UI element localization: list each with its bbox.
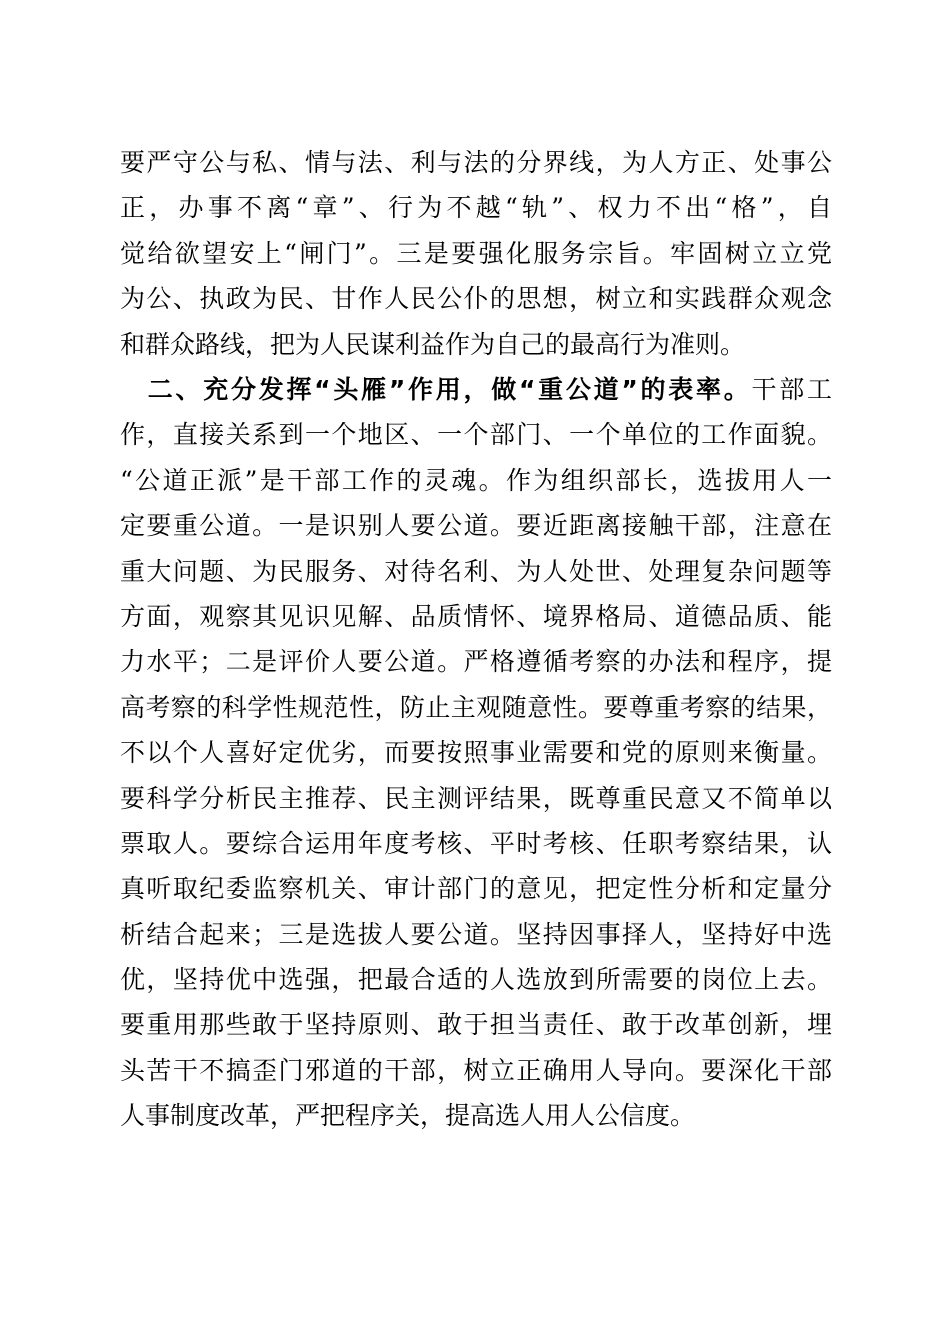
paragraph-1 — [120, 140, 832, 367]
paragraph-line: 要严守公与私、情与法、利与法的分界线，为人方正、处事公 — [120, 148, 832, 177]
paragraph-line: 票取人。要综合运用年度考核、平时考核、任职考察结果，认 — [120, 828, 832, 858]
paragraph-line: 不以个人喜好定优劣，而要按照事业需要和党的原则来衡量。 — [120, 738, 832, 768]
paragraph-line: 高考察的科学性规范性，防止主观随意性。要尊重考察的结果， — [120, 692, 832, 722]
paragraph-line: 要科学分析民主推荐、民主测评结果，既尊重民意又不简单以 — [120, 783, 832, 813]
paragraph-line: 和群众路线，把为人民谋利益作为自己的最高行为准则。 — [120, 329, 746, 359]
paragraph-line: 觉给欲望安上“闸门”。三是要强化服务宗旨。牢固树立立党 — [120, 238, 832, 268]
paragraph-line: 真听取纪委监察机关、审计部门的意见，把定性分析和定量分 — [120, 874, 832, 904]
paragraph-line: 要重用那些敢于坚持原则、敢于担当责任、敢于改革创新，埋 — [120, 1010, 832, 1040]
paragraph-line: 优，坚持优中选强，把最合适的人选放到所需要的岗位上去。 — [120, 965, 832, 995]
paragraph-line: 作，直接关系到一个地区、一个部门、一个单位的工作面貌。 — [120, 420, 832, 450]
heading-continuation: 干部工 — [751, 375, 832, 404]
paragraph-line: 头苦干不搞歪门邪道的干部，树立正确用人导向。要深化干部 — [120, 1055, 832, 1085]
paragraph-line: 为公、执政为民、甘作人民公仆的思想，树立和实践群众观念 — [120, 284, 832, 314]
section-heading: 二、充分发挥“头雁”作用，做“重公道”的表率。 — [120, 375, 752, 404]
paragraph-line: 析结合起来；三是选拔人要公道。坚持因事择人，坚持好中选 — [120, 919, 832, 949]
paragraph-2 — [120, 367, 832, 1139]
paragraph-line: 重大问题、为民服务、对待名利、为人处世、处理复杂问题等 — [120, 556, 832, 586]
paragraph-line: 正，办事不离“章”、行为不越“轨”、权力不出“格”，自 — [120, 193, 832, 223]
paragraph-line: 人事制度改革，严把程序关，提高选人用人公信度。 — [120, 1101, 696, 1131]
paragraph-line: 定要重公道。一是识别人要公道。要近距离接触干部，注意在 — [120, 511, 832, 541]
paragraph-line: 力水平；二是评价人要公道。严格遵循考察的办法和程序，提 — [120, 647, 832, 677]
paragraph-line: 方面，观察其见识见解、品质情怀、境界格局、道德品质、能 — [120, 601, 832, 631]
paragraph-first-line — [120, 367, 832, 412]
paragraph-line: “公道正派”是干部工作的灵魂。作为组织部长，选拔用人一 — [120, 465, 832, 495]
